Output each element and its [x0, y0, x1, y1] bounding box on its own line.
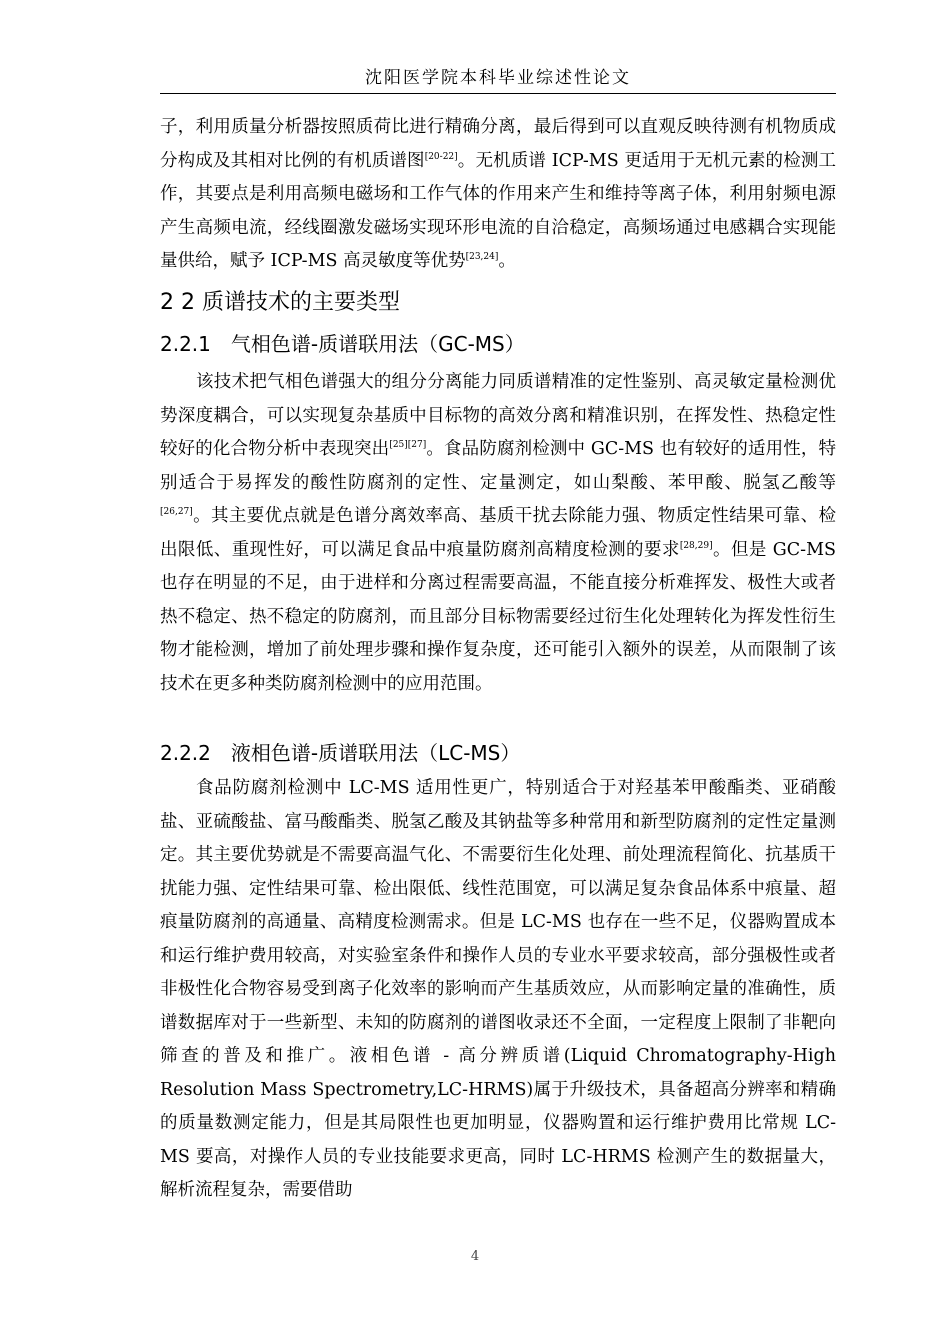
intro-paragraph [160, 111, 836, 279]
section-heading-2-2: 2 2 质谱技术的主要类型 [160, 290, 400, 315]
gcms-text-2: 。食品防腐剂检测中 GC-MS 也有较好的适用性，特别适合于易挥发的酸性防腐剂的定性、定量测定，如山梨酸、苯甲酸、脱氢乙酸等 [160, 439, 836, 493]
intro-text-3: 。 [498, 251, 516, 271]
intro-text-2: 。无机质谱 ICP-MS 更适用于无机元素的检测工作，其要点是利用高频电磁场和工作气体的作用来产生和维持等离子体，利用射频电源产生高频电流，经线圈激发磁场实现环形电流的自洽稳定，高频场通过电感耦合实现能量供给，赋予 ICP-MS 高灵敏度等优势 [160, 150, 836, 271]
running-header: 沈阳医学院本科毕业综述性论文 [365, 68, 631, 88]
citation: [23,24] [465, 252, 499, 263]
citation: [28,29] [679, 540, 713, 551]
lcms-paragraph [160, 772, 836, 1208]
citation: [26,27] [160, 507, 193, 518]
gcms-text-3: 。其主要优点就是色谱分离效率高、基质干扰去除能力强、物质定性结果可靠、检出限低、重现性好，可以满足食品中痕量防腐剂高精度检测的要求 [160, 506, 836, 560]
gcms-text-1: 该技术把气相色谱强大的组分分离能力同质谱精准的定性鉴别、高灵敏定量检测优势深度耦合，可以实现复杂基质中目标物的高效分离和精准识别，在挥发性、热稳定性较好的化合物分析中表现突出 [160, 372, 836, 459]
lcms-text: 食品防腐剂检测中 LC-MS 适用性更广，特别适合于对羟基苯甲酸酯类、亚硝酸盐、亚硫酸盐、富马酸酯类、脱氢乙酸及其钠盐等多种常用和新型防腐剂的定性定量测定。其主要优势就是不需要高温气化、不需要衍生化处理、前处理流程简化、抗基质干扰能力强、定性结果可靠、检出限低、线性范围宽，可以满足复杂食品体系中痕量、超痕量防腐剂的高通量、高精度检测需求。但是 LC-MS 也存在一些不足，仪器购置成本和运行维护费用较高，对实验室条件和操作人员的专业水平要求较高，部分强极性或者非极性化合物容易受到离子化效率的影响而产生基质效应，从而影响定量的准确性，质谱数据库对于一些新型、未知的防腐剂的谱图收录还不全面，一定程度上限制了非靶向筛查的普及和推广。液相色谱 - 高分辨质谱(Liquid Chromatography-High Resolution Mass Spectrometry,LC-HRMS)属于升级技术，具备超高分辨率和精确的质量数测定能力，但是其局限性也更加明显，仪器购置和运行维护费用比常规 LC-MS 要高，对操作人员的专业技能要求更高，同时 LC-HRMS 检测产生的数据量大，解析流程复杂，需要借助 [160, 778, 836, 1200]
citation: [25][27] [389, 440, 427, 451]
intro-text-1: 子，利用质量分析器按照质荷比进行精确分离，最后得到可以直观反映待测有机物质成分构成及其相对比例的有机质谱图 [160, 117, 836, 171]
section-heading-2-2-1: 2.2.1 气相色谱-质谱联用法（GC-MS） [160, 332, 525, 356]
gcms-paragraph [160, 366, 836, 701]
citation: [20-22] [424, 151, 458, 162]
section-heading-2-2-2: 2.2.2 液相色谱-质谱联用法（LC-MS） [160, 741, 521, 765]
gcms-text-4: 。但是 GC-MS 也存在明显的不足，由于进样和分离过程需要高温，不能直接分析难挥发、极性大或者热不稳定、热不稳定的防腐剂，而且部分目标物需要经过衍生化处理转化为挥发性衍生物才能检测，增加了前处理步骤和操作复杂度，还可能引入额外的误差，从而限制了该技术在更多种类防腐剂检测中的应用范围。 [160, 539, 836, 694]
page-number: 4 [470, 1249, 480, 1264]
header-rule [160, 93, 836, 94]
